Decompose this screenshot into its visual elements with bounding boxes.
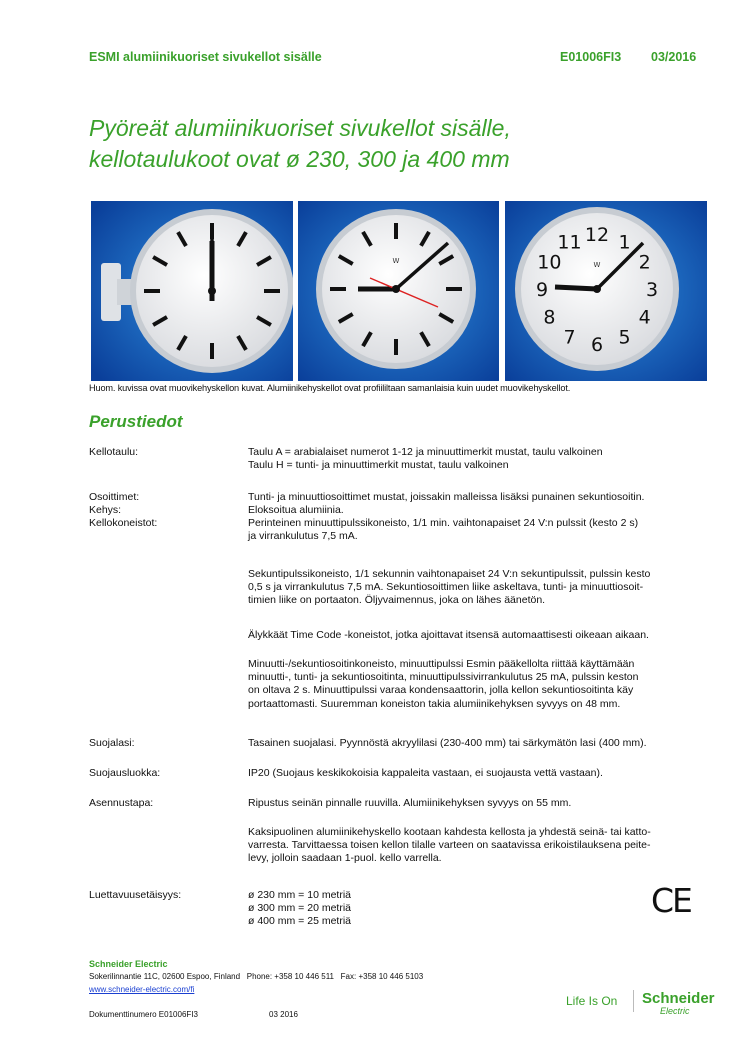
text-line: 0,5 s ja virrankulutus 7,5 mA. Sekuntiosoittimen liike askeltava, tunti- ja minuuttiosoit-: [248, 581, 644, 594]
label-suojausluokka: Suojausluokka:: [89, 767, 161, 779]
text-line: Taulu H = tunti- ja minuuttimerkit mustat, taulu valkoinen: [248, 459, 509, 472]
label-luettavuus: Luettavuusetäisyys:: [89, 889, 182, 901]
text-line: levy, jolloin saadaan 1-puol. kello varrella.: [248, 852, 442, 865]
clock-numeral: 10: [537, 251, 562, 274]
value-kellokoneistot-p1: [248, 517, 708, 543]
clock-photo-index-face: [298, 201, 499, 381]
text-line: Älykkäät Time Code -koneistot, jotka ajoittavat itsensä automaattisesti oikeaan aikaan.: [248, 629, 649, 641]
clock-numeral: 5: [618, 326, 631, 349]
label-osoittimet: Osoittimet:: [89, 491, 140, 503]
label-kellotaulu: Kellotaulu:: [89, 446, 139, 458]
title-line-2: kellotaulukoot ovat ø 230, 300 ja 400 mm: [89, 146, 510, 172]
value-kehys: [248, 504, 708, 517]
text-line: Sekuntipulssikoneisto, 1/1 sekunnin vaihtonapaiset 24 V:n sekuntipulssit, pulssin kesto: [248, 568, 651, 580]
label-kellokoneistot: Kellokoneistot:: [89, 517, 158, 529]
text-line: minuutti-, tunti- ja sekuntiosoitinta, minuuttipulssivirrankulutus 25 mA, pulssin keston: [248, 671, 639, 684]
footer-doc-number: Dokumenttinumero E01006FI3: [89, 1010, 198, 1019]
svg-text:W: W: [593, 261, 601, 269]
value-kellokoneistot-p3: [248, 629, 708, 642]
footer-doc-date: 03 2016: [269, 1010, 298, 1019]
clock-numeral: 8: [543, 306, 556, 329]
clock-numeral: 1: [618, 231, 631, 254]
text-line: portaattomasti. Suuremman koneiston takia alumiinikehyksen syvyys on 48 mm.: [248, 697, 621, 710]
logo-divider: [633, 990, 634, 1012]
header-date: 03/2016: [651, 50, 697, 64]
clock-numeral: 2: [638, 251, 651, 274]
ce-mark: CE: [651, 881, 691, 920]
text-line: ø 400 mm = 25 metriä: [248, 915, 351, 928]
value-suojalasi: [248, 737, 708, 750]
svg-text:W: W: [392, 257, 400, 265]
label-kehys: Kehys:: [89, 504, 122, 516]
text-line: Eloksoitua alumiinia.: [248, 504, 344, 516]
text-line: Tunti- ja minuuttiosoittimet mustat, joissakin malleissa lisäksi punainen sekuntiosoitin.: [248, 491, 645, 503]
clock-numeral: 6: [590, 334, 604, 356]
text-line: ø 300 mm = 20 metriä: [248, 902, 351, 915]
clock-numeral: 7: [563, 326, 576, 349]
value-kellokoneistot-p4: [248, 658, 708, 711]
clock-numeral: 9: [535, 279, 549, 301]
text-line: timien liike on portaaton. Öljyvaimennus, joka on lähes äänetön.: [248, 594, 546, 607]
footer-website-link[interactable]: www.schneider-electric.com/fi: [89, 985, 195, 994]
text-line: Ripustus seinän pinnalle ruuvilla. Alumiinikehyksen syvyys on 55 mm.: [248, 797, 572, 809]
text-line: on oltava 2 s. Minuuttipulssi varaa kondensaattorin, jolla kellon sekuntiosoitinta käy: [248, 684, 634, 697]
value-suojausluokka: [248, 767, 708, 780]
page-title: [89, 113, 511, 175]
logo-brand-sub: Electric: [660, 1006, 690, 1016]
text-line: Minuutti-/sekuntiosoitinkoneisto, minuuttipulssi Esmin pääkellolta riittää käyttämään: [248, 658, 635, 670]
text-line: ø 230 mm = 10 metriä: [248, 889, 351, 901]
text-line: Taulu A = arabialaiset numerot 1-12 ja minuuttimerkit mustat, taulu valkoinen: [248, 446, 603, 458]
clock-numeral: 11: [557, 231, 582, 254]
title-line-1: Pyöreät alumiinikuoriset sivukellot sisälle,: [89, 115, 511, 141]
text-line: varresta. Tarvittaessa toisen kellon tilalle varteen on saatavissa erikoistilauksena peite-: [248, 839, 651, 852]
logo-tagline: Life Is On: [566, 994, 618, 1008]
value-asennustapa-p2: [248, 826, 708, 866]
clock-numeral: 12: [584, 224, 610, 246]
header-title: ESMI alumiinikuoriset sivukellot sisälle: [89, 50, 322, 64]
label-suojalasi: Suojalasi:: [89, 737, 135, 749]
value-asennustapa-p1: [248, 797, 708, 810]
clock-numeral: 3: [645, 279, 659, 301]
photo-caption: Huom. kuvissa ovat muovikehyskellon kuvat. Alumiinikehyskellot ovat profiililtaan samanlaisia kuin uudet muovikehyskellot.: [89, 383, 571, 393]
section-title: Perustiedot: [89, 412, 183, 431]
value-kellokoneistot-p2: [248, 568, 708, 608]
value-kellotaulu: [248, 446, 708, 472]
value-osoittimet: [248, 491, 708, 504]
clock-numeral: 4: [638, 306, 651, 329]
text-line: Tasainen suojalasi. Pyynnöstä akryylilasi (230-400 mm) tai särkymätön lasi (400 mm).: [248, 737, 647, 749]
value-luettavuus: [248, 889, 708, 929]
footer-address: Sokerilinnantie 11C, 02600 Espoo, Finland Phone: +358 10 446 511 Fax: +358 10 446 5103: [89, 972, 424, 981]
clock-photo-wall-arm: [91, 201, 293, 381]
text-line: Perinteinen minuuttipulssikoneisto, 1/1 min. vaihtonapaiset 24 V:n pulssit (kesto 2 s): [248, 517, 639, 529]
header-doc-code: E01006FI3: [560, 50, 622, 64]
footer-company: Schneider Electric: [89, 959, 168, 969]
text-line: Kaksipuolinen alumiinikehyskello kootaan kahdesta kellosta ja yhdestä seinä- tai katto-: [248, 826, 651, 838]
clock-photo-numeral-face: [505, 201, 707, 381]
text-line: IP20 (Suojaus keskikokoisia kappaleita vastaan, ei suojausta vettä vastaan).: [248, 767, 603, 779]
label-asennustapa: Asennustapa:: [89, 797, 154, 809]
text-line: ja virrankulutus 7,5 mA.: [248, 530, 358, 543]
logo-brand: Schneider: [642, 990, 715, 1007]
